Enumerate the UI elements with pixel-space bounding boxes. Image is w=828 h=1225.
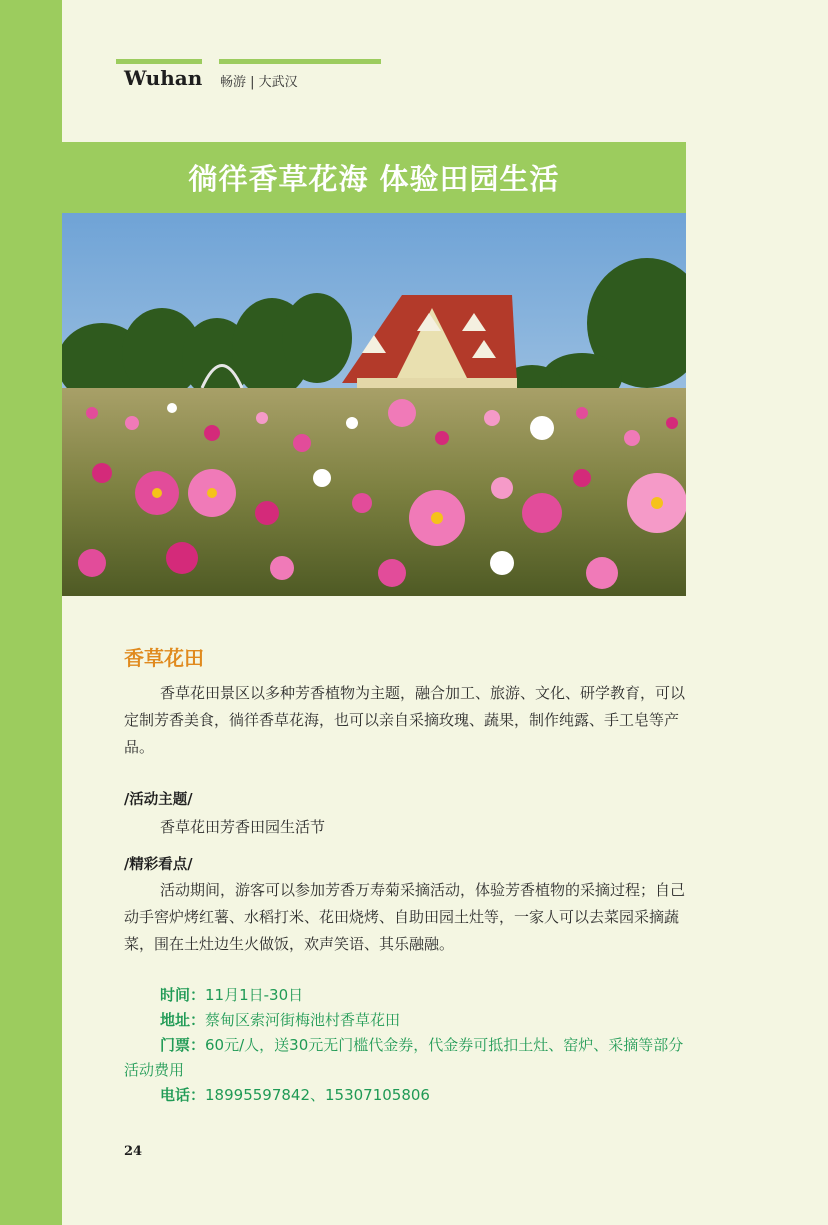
header-rule-right — [219, 59, 381, 64]
address-label: 地址： — [160, 1011, 206, 1029]
info-ticket — [124, 1033, 690, 1083]
page-number: 24 — [124, 1144, 143, 1159]
header-rule-left — [116, 59, 202, 64]
time-value: 11月1日-30日 — [205, 986, 304, 1004]
section-title: 香草花田 — [124, 646, 204, 670]
info-time — [124, 983, 690, 1008]
time-label: 时间： — [160, 986, 206, 1004]
ticket-label: 门票： — [160, 1036, 206, 1054]
phone-value: 18995597842、15307105806 — [205, 1086, 430, 1104]
theme-text: 香草花田芳香田园生活节 — [160, 818, 326, 836]
page-title: 徜徉香草花海 体验田园生活 — [188, 162, 560, 196]
info-phone — [124, 1083, 690, 1108]
title-band — [62, 142, 686, 213]
highlights-paragraph — [124, 877, 688, 958]
cosmos-field-photo — [62, 213, 686, 596]
highlights-heading: /精彩看点/ — [124, 856, 193, 873]
theme-heading: /活动主题/ — [124, 791, 193, 808]
info-block — [124, 983, 690, 1108]
header-brand: Wuhan — [124, 66, 203, 90]
left-accent-bar — [0, 0, 62, 1225]
highlights-text: 活动期间，游客可以参加芳香万寿菊采摘活动，体验芳香植物的采摘过程；自己动手窖炉烤红薯、水稻打米、花田烧烤、自助田园土灶等，一家人可以去菜园采摘蔬菜，围在土灶边生火做饭，欢声笑语、其乐融融。 — [124, 881, 686, 953]
phone-label: 电话： — [160, 1086, 206, 1104]
address-value: 蔡甸区索河街梅池村香草花田 — [205, 1011, 401, 1029]
header-section: 畅游 | 大武汉 — [220, 75, 298, 90]
ticket-value: 60元/人，送30元无门槛代金券，代金券可抵扣土灶、窑炉、采摘等部分活动费用 — [124, 1036, 684, 1079]
info-address — [124, 1008, 690, 1033]
intro-text: 香草花田景区以多种芳香植物为主题，融合加工、旅游、文化、研学教育，可以定制芳香美食，徜徉香草花海，也可以亲自采摘玫瑰、蔬果，制作纯露、手工皂等产品。 — [124, 684, 686, 756]
intro-paragraph — [124, 680, 688, 761]
